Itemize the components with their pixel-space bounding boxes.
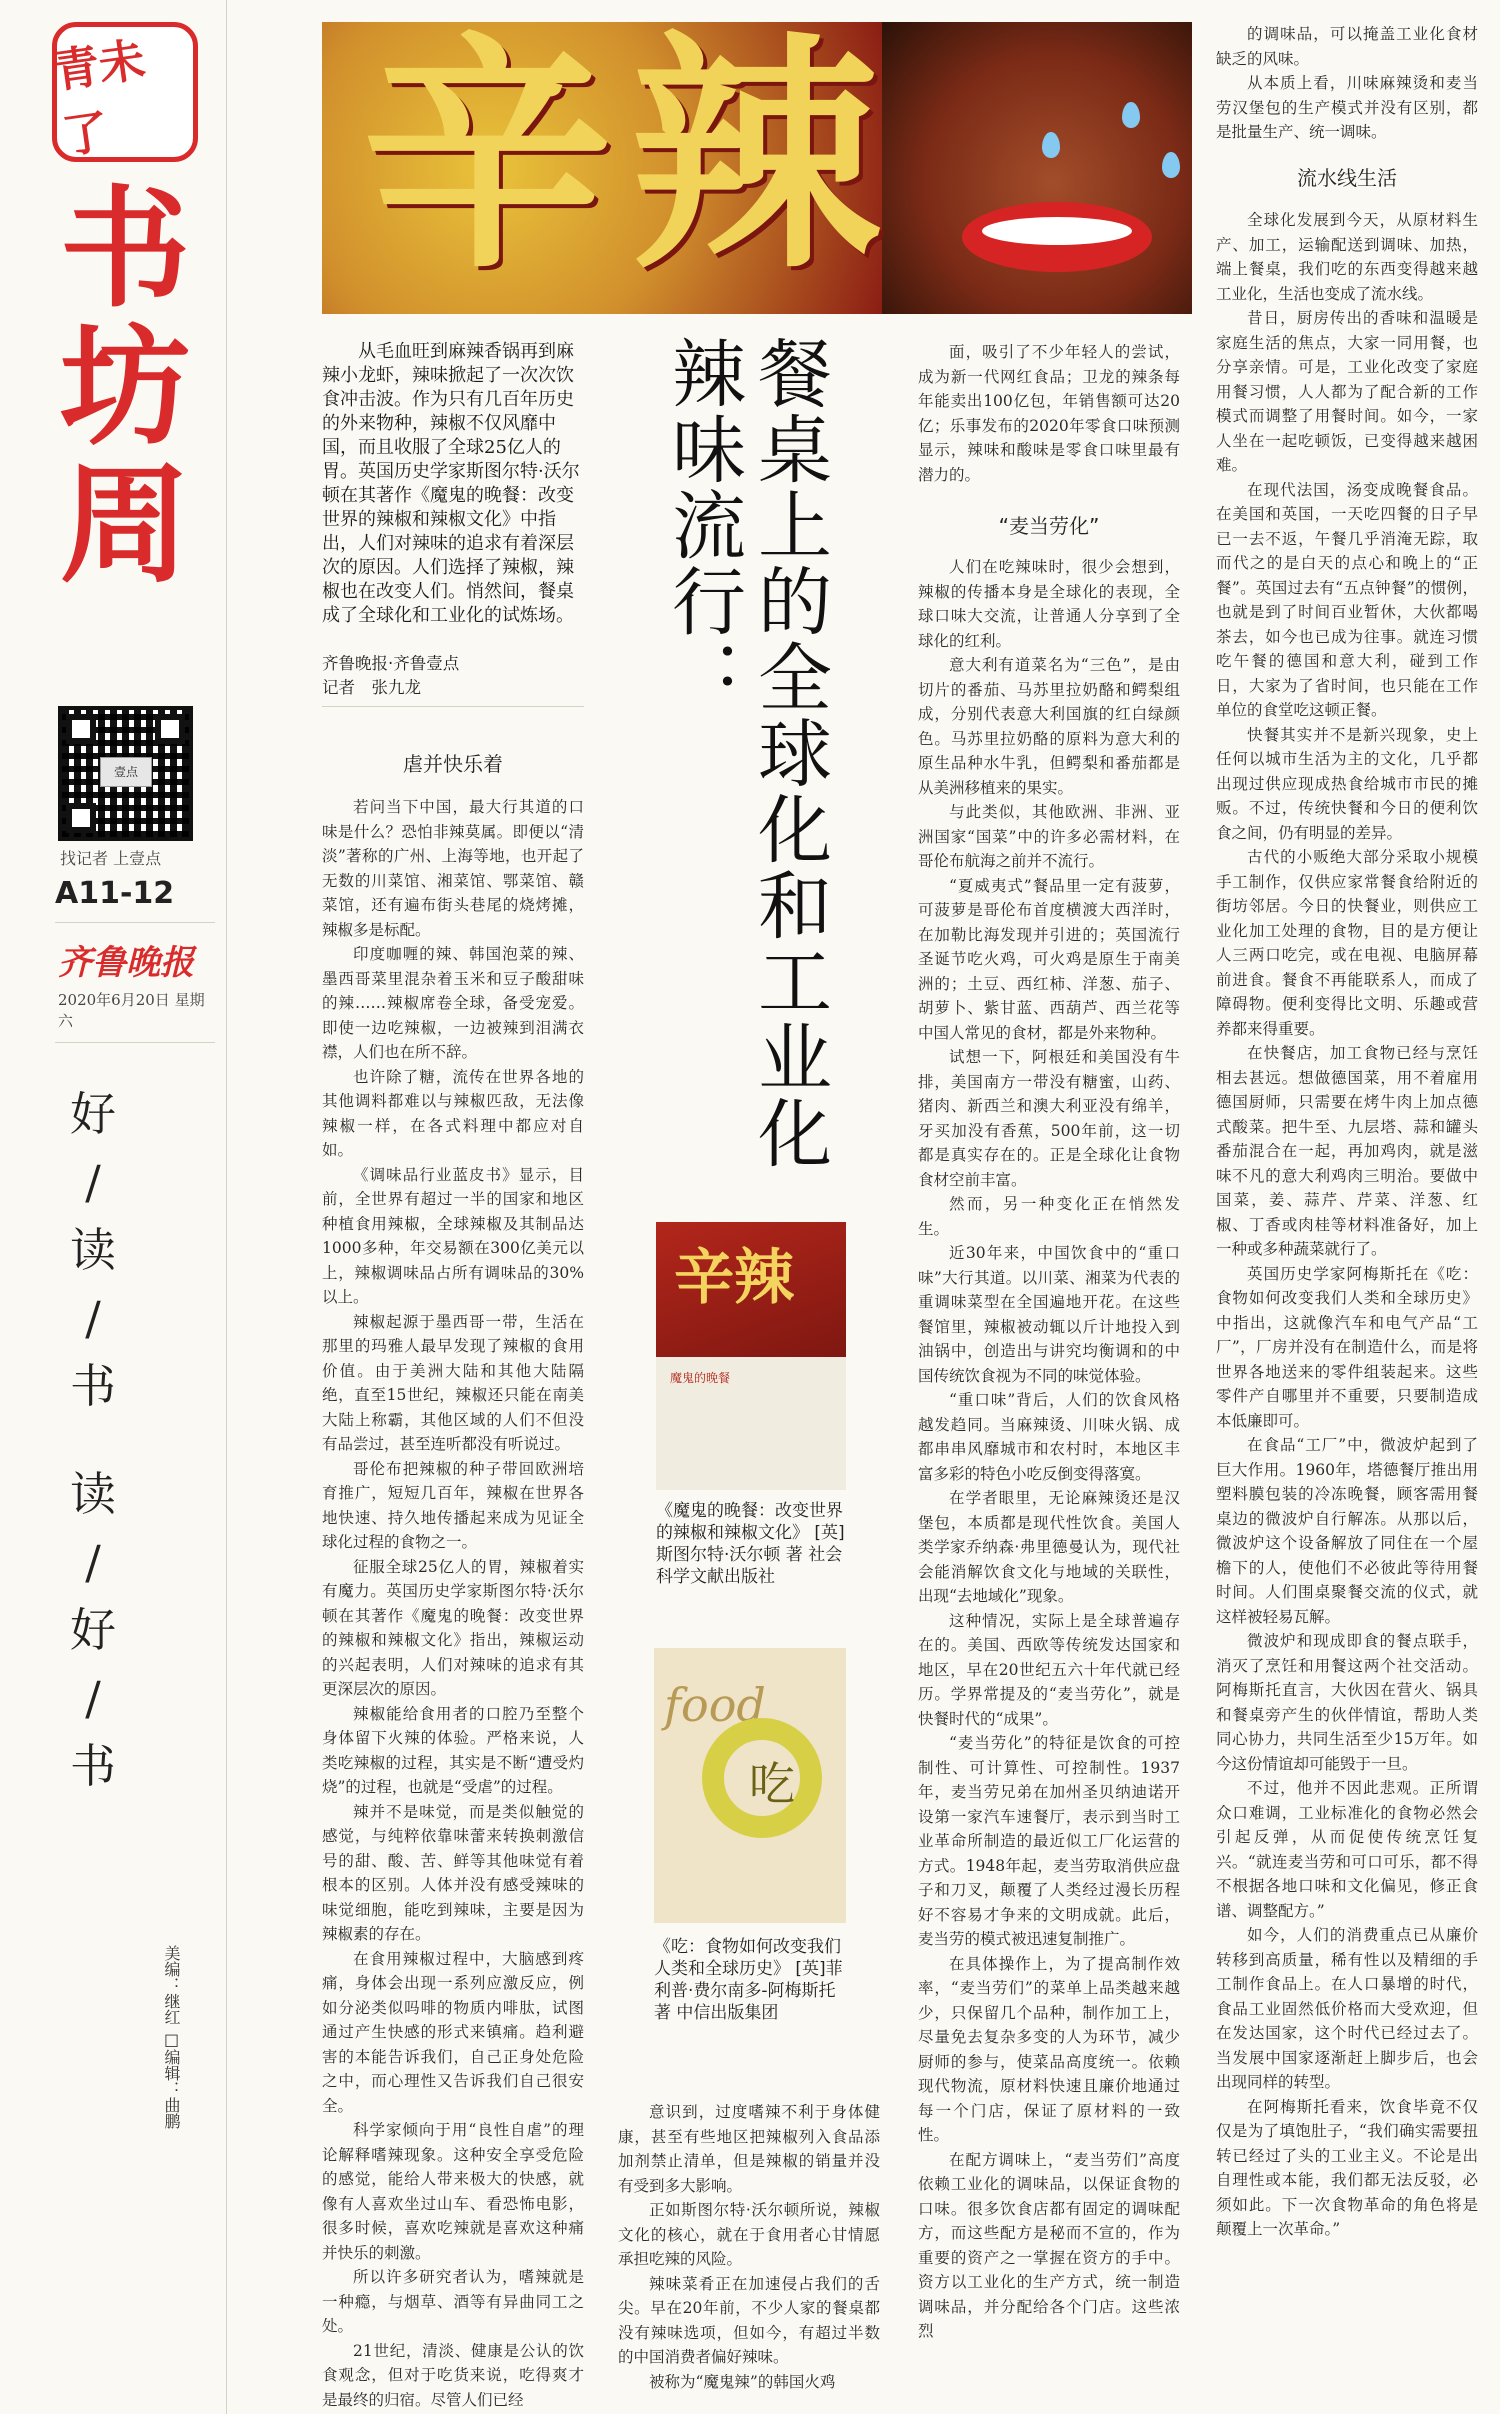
paragraph: 科学家倾向于用“良性自虐”的理论解释嗜辣现象。这种安全享受危险的感觉，能给人带来极大的快感，就像有人喜欢坐过山车、看恐怖电影，很多时候，喜欢吃辣就是喜欢这种痛并快乐的刺激。 [322,2121,584,2262]
slogan: 好 / 读 / 书 读 / 好 / 书 [58,1080,128,1800]
paragraph: 微波炉和现成即食的餐点联手，消灭了烹饪和用餐这两个社交活动。阿梅斯托直言，大伙因在营火、锅具和餐桌旁产生的伙伴情谊，帮助人类同心协力，共同生活至少15万年。如今这份情谊却可能毁于一旦。 [1216,1632,1478,1773]
article-column-3 [918,555,1180,2400]
paragraph: 21世纪，清淡、健康是公认的饮食观念，但对于吃货来说，吃得爽才是最终的归宿。尽管人们已经 [322,2341,584,2409]
paragraph: 辣并不是味觉，而是类似触觉的感觉，与纯粹依靠味蕾来转换刺激信号的甜、酸、苦、鲜等其他味觉有着根本的区别。人体并没有感受辣味的味觉细胞，能吃到辣味，主要是因为辣椒素的存在。 [322,1802,584,1943]
paragraph: 青未了 [49,32,149,164]
paragraph: 面，吸引了不少年轻人的尝试，成为新一代网红食品；卫龙的辣条每年能卖出100亿包，年销售额可达20亿；乐事发布的2020年零食口味预测显示，辣味和酸味是零食口味里最有潜力的。 [918,343,1180,484]
paragraph: 辣椒能给食用者的口腔乃至整个身体留下火辣的体验。严格来说，人类吃辣椒的过程，其实是不断“遭受灼烧”的过程，也就是“受虐”的过程。 [322,1704,584,1796]
paragraph: 从本质上看，川味麻辣烫和麦当劳汉堡包的生产模式并没有区别，都是批量生产、统一调味。 [1216,74,1478,141]
paragraph: 在具体操作上，为了提高制作效率，“麦当劳们”的菜单上品类越来越少，只保留几个品种，制作加工上，尽量免去复杂多变的人为环节，减少厨师的参与，使菜品高度统一。依赖现代物流，原材料快速且廉价地通过每一个门店，保证了原材料的一致性。 [918,1954,1180,2144]
masthead-title-char [45,584,205,722]
paragraph: 这种情况，实际上是全球普遍存在的。美国、西欧等传统发达国家和地区，早在20世纪五六十年代就已经历。学界常提及的“麦当劳化”，就是快餐时代的“成果”。 [918,1611,1180,1728]
logo [49,22,198,164]
section-heading: 虐并快乐着 [403,752,503,776]
paragraph: 魔鬼的晚餐 [670,1371,731,1385]
qr-caption: 找记者 上壹点 [60,849,162,868]
paragraph: 在食用辣椒过程中，大脑感到疼痛，身体会出现一系列应激反应，例如分泌类似吗啡的物质内啡肽，试图通过产生快感的形式来镇痛。趋利避害的本能告诉我们，自己正身处危险之中，而心理性又告诉我们自己很安全。 [322,1949,584,2115]
banner-image [322,11,1192,314]
paragraph: 然而，另一种变化正在悄然发生。 [918,1195,1180,1238]
section-heading: “麦当劳化” [998,514,1100,538]
paragraph: 在阿梅斯托看来，饮食毕竟不仅仅是为了填饱肚子，“我们确实需要扭转已经过了头的工业主义。不论是出自理性或本能，我们都无法反驳，必须如此。下一次食物革命的角色将是颠覆上一次革命。” [1216,2097,1478,2238]
book-cover-1 [656,1222,846,1490]
paragraph: 读 [70,1467,116,1521]
paragraph: food [664,1678,766,1732]
book-caption-1: 《魔鬼的晚餐：改变世界的辣椒和辣椒文化》 [英]斯图尔特·沃尔顿 著 社会科学文献出版社 [656,1501,845,1587]
paragraph: 被称为“魔鬼辣”的韩国火鸡 [649,2372,836,2391]
headline-line2: 辣味流行： [660,335,746,715]
article-column-1 [322,795,584,2409]
paragraph: 意识到，过度嗜辣不利于身体健康，甚至有些地区把辣椒列入食品添加剂禁止清单，但是辣椒的销量并没有受到多大影响。 [618,2103,880,2195]
banner-title: 辛辣 [362,11,898,302]
paragraph: 意大利有道菜名为“三色”，是由切片的番茄、马苏里拉奶酪和鳄梨组成，分别代表意大利国旗的红白绿颜色。马苏里拉奶酪的原料为意大利的原生品种水牛乳，但鳄梨和番茄都是从美洲移植来的果实。 [918,656,1180,797]
paragraph: 辛辣 [674,1243,794,1313]
paragraph: 《调味品行业蓝皮书》显示，目前，全世界有超过一半的国家和地区种植食用辣椒，全球辣椒及其制品达1000多种，年交易额在300亿美元以上，辣椒调味品占所有调味品的30%以上。 [322,1165,584,1306]
paragraph: 从毛血旺到麻辣香锅再到麻辣小龙虾，辣味掀起了一次次饮食冲击波。作为只有几百年历史的外来物种，辣椒不仅风靡中国，而且收服了全球25亿人的胃。英国历史学家斯图尔特·沃尔顿在其著作《魔鬼的晚餐：改变世界的辣椒和辣椒文化》中指出，人们对辣味的追求有着深层次的原因。人们选择了辣椒，辣椒也在改变人们。悄然间，餐桌成了全球化和工业化的试炼场。 [322,341,580,626]
paragraph: 古代的小贩绝大部分采取小规模手工制作，仅供应家常餐食给附近的街坊邻居。今日的快餐业，则供应工业化加工处理的食物，目的是方便让人三两口吃完，或在电视、电脑屏幕前进食。餐食不再能联系人，而成了障碍物。便利变得比文明、乐趣或营养都来得重要。 [1216,848,1478,1038]
paragraph: 与此类似，其他欧洲、非洲、亚洲国家“国菜”中的许多必需材料，在哥伦布航海之前并不流行。 [918,803,1180,870]
paragraph: 人们在吃辣味时，很少会想到，辣椒的传播本身是全球化的表现，全球口味大交流，让普通人分享到了全球化的红利。 [918,558,1180,650]
page-number: A11-12 [55,876,175,911]
paragraph: 不过，他并不因此悲观。正所谓众口难调，工业标准化的食物必然会引起反弹，从而促使传统烹饪复兴。“就连麦当劳和可口可乐，都不得不根据各地口味和文化偏见，修正食谱、调整配方。” [1216,1779,1478,1920]
article-column-4-top [1216,22,1478,145]
paragraph: 英国历史学家阿梅斯托在《吃：食物如何改变我们人类和全球历史》中指出，这就像汽车和电气产品“工厂”，厂房并没有在制造什么，而是将世界各地送来的零件组装起来。这些零件产自哪里并不重要，只要制造成本低廉即可。 [1216,1264,1478,1430]
paragraph: 在现代法国，汤变成晚餐食品。在美国和英国，一天吃四餐的日子早已一去不返，午餐几乎消淹无踪，取而代之的是白天的点心和晚上的“正餐”。英国过去有“五点钟餐”的惯例，也就是到了时间百业暂休，大伙都喝茶去，如今也已成为往事。就连习惯吃午餐的德国和意大利，碰到工作日，大家为了省时间，也只能在工作单位的食堂吃这顿正餐。 [1216,480,1478,719]
paragraph: 哥伦布把辣椒的种子带回欧洲培育推广，短短几百年，辣椒在世界各地快速、持久地传播起来成为见证全球化过程的食物之一。 [322,1459,584,1551]
paragraph: 好 [70,1603,116,1657]
paragraph: 如今，人们的消费重点已从廉价转移到高质量，稀有性以及精细的手工制作食品上。在人口暴增的时代，食品工业固然低价格而大受欢迎，但在发达国家，这个时代已经过去了。当发展中国家逐渐赶上脚步后，也会出现同样的转型。 [1216,1926,1478,2091]
paragraph: 昔日，厨房传出的香味和温暖是家庭生活的焦点，大家一同用餐，也分享亲情。可是，工业化改变了家庭用餐习惯，人人都为了配合新的工作模式而调整了用餐时间。如今，一家人坐在一起吃顿饭，已变得越来越困难。 [1216,309,1478,474]
masthead-title-char: 周 [59,449,190,601]
article-column-3-top [918,340,1180,487]
paragraph: 辣味菜肴正在加速侵占我们的舌尖。早在20年前，不少人家的餐桌都没有辣味选项，但如今，有超过半数的中国消费者偏好辣味。 [618,2274,880,2366]
editors-credit: 美编：继红 □编辑：曲鹏 [162,1945,181,2130]
paragraph: “重口味”背后，人们的饮食风格越发趋同。当麻辣烫、川味火锅、成都串串风靡城市和农村时，本地区丰富多彩的特色小吃反倒变得落寞。 [918,1391,1180,1483]
paragraph: 也许除了糖，流传在世界各地的其他调料都难以与辣椒匹敌，无法像辣椒一样，在各式料理中都应对自如。 [322,1067,584,1159]
paragraph: 在配方调味上，“麦当劳们”高度依赖工业化的调味品，以保证食物的口味。很多饮食店都有固定的调味配方，而这些配方是秘而不宣的，作为重要的资产之一掌握在资方的手中。资方以工业化的生产方式，统一制造调味品，并分配给各个门店。这些浓烈 [918,2150,1180,2340]
paragraph: 读 [70,1223,116,1277]
article-column-2 [618,2100,880,2400]
qr-badge: 壹点 [100,757,152,787]
paragraph: 印度咖喱的辣、韩国泡菜的辣、墨西哥菜里混杂着玉米和豆子酸甜味的辣……辣椒席卷全球，备受宠爱。即使一边吃辣椒，一边被辣到泪满衣襟，人们也在所不辞。 [322,945,584,1061]
paragraph: 书 [70,1739,116,1793]
book-caption-2: 《吃：食物如何改变我们人类和全球历史》 [英]菲利普·费尔南多-阿梅斯托 著 中信出版集团 [654,1937,843,2023]
byline [322,652,584,700]
intro-text [322,340,584,628]
paragraph: 近30年来，中国饮食中的“重口味”大行其道。以川菜、湘菜为代表的重调味菜型在全国遍地开花。在这些餐馆里，辣椒被动辄以斤计地投入到油锅中，创造出与讲究均衡调和的中国传统饮食视为不同的味觉体验。 [918,1244,1180,1385]
paragraph: 好 [70,1087,116,1141]
paragraph: 齐鲁晚报·齐鲁壹点 [322,654,460,673]
paragraph: 在食品“工厂”中，微波炉起到了巨大作用。1960年，塔德餐厅推出用塑料膜包装的冷冻晚餐，顾客需用餐桌边的微波炉自行解冻。从那以后，微波炉这个设备解放了同住在一个屋檐下的人，使他们不必彼此等待用餐时间。人们围桌聚餐交流的仪式，就这样被轻易瓦解。 [1216,1436,1478,1626]
article-column-4 [1216,208,1478,2398]
paragraph: “麦当劳化”的特征是饮食的可控制性、可计算性、可控制性。1937年，麦当劳兄弟在加州圣贝纳迪诺开设第一家汽车速餐厅，表示到当时工业革命所制造的最近似工厂化运营的方式。1948年起，麦当劳取消供应盘子和刀叉，颠覆了人类经过漫长历程好不容易才争来的文明成就。此后，麦当劳的模式被迅速复制推广。 [918,1734,1180,1948]
paragraph: 全球化发展到今天，从原材料生产、加工，运输配送到调味、加热，端上餐桌，我们吃的东西变得越来越工业化，生活也变成了流水线。 [1216,211,1478,303]
paragraph: 试想一下，阿根廷和美国没有牛排，美国南方一带没有糖蜜，山药、猪肉、新西兰和澳大利亚没有绵羊，牙买加没有香蕉，500年前，这一切都是真实存在的。正是全球化让食物食材空前丰富。 [918,1048,1180,1189]
paragraph: 所以许多研究者认为，嗜辣就是一种瘾，与烟草、酒等有异曲同工之处。 [322,2268,584,2335]
section-heading: 流水线生活 [1297,166,1397,190]
masthead-title-char: 坊 [59,311,190,463]
paragraph: 记者 张九龙 [322,678,421,697]
newspaper-name: 齐鲁晚报 [58,943,194,983]
issue-date: 2020年6月20日 星期六 [58,991,205,1030]
paragraph: “夏威夷式”餐品里一定有菠萝，可菠萝是哥伦布首度横渡大西洋时，在加勒比海发现并引进的；英国流行圣诞节吃火鸡，可火鸡是原生于南美洲的；土豆、西红柿、洋葱、茄子、胡萝卜、紫甘蓝、西葫芦、西兰花等中国人常见的食材，都是外来物种。 [918,876,1180,1042]
masthead-title-char: 书 [59,173,190,325]
headline [650,335,830,1215]
headline-line1: 餐桌上的全球化和工业化 [746,335,832,1171]
paragraph: 快餐其实并不是新兴现象，史上任何以城市生活为主的文化，几乎都出现过供应现成热食给城市市民的摊贩。不过，传统快餐和今日的便利饮食之间，仍有明显的差异。 [1216,725,1478,842]
paragraph: 的调味品，可以掩盖工业化食材缺乏的风味。 [1216,25,1478,68]
paragraph: 在快餐店，加工食物已经与烹饪相去甚远。想做德国菜，用不着雇用德国厨师，只需要在烤牛肉上加点德式酸菜。把牛至、九层塔、蒜和罐头番茄混合在一起，再加鸡肉，就是滋味不凡的意大利鸡肉三明治。要做中国菜，姜、蒜芹、芹菜、洋葱、红椒、丁香或肉桂等材料准备好，加上一种或多种蔬菜就行了。 [1216,1044,1478,1258]
paragraph: 正如斯图尔特·沃尔顿所说，辣椒文化的核心，就在于食用者心甘情愿承担吃辣的风险。 [618,2201,880,2268]
paragraph: 吃 [749,1757,795,1811]
paragraph: 若问当下中国，最大行其道的口味是什么？恐怕非辣莫属。即便以“清淡”著称的广州、上海等地，也开起了无数的川菜馆、湘菜馆、鄂菜馆、赣菜馆，还有遍布街头巷尾的烧烤摊，辣椒多是标配。 [322,798,584,939]
paragraph: 征服全球25亿人的胃，辣椒着实有魔力。英国历史学家斯图尔特·沃尔顿在其著作《魔鬼的晚餐：改变世界的辣椒和辣椒文化》指出，辣椒运动的兴起表明，人们对辣味的追求有其更深层次的原因。 [322,1557,584,1698]
paragraph: 书 [70,1359,116,1413]
book-cover-2 [654,1648,846,1923]
paragraph: 辣椒起源于墨西哥一带，生活在那里的玛雅人最早发现了辣椒的食用价值。由于美洲大陆和其他大陆隔绝，直至15世纪，辣椒还只能在南美大陆上称霸，其他区域的人们不但没有品尝过，甚至连听都没有听说过。 [322,1312,584,1453]
paragraph: 在学者眼里，无论麻辣烫还是汉堡包，本质都是现代性饮食。美国人类学家乔纳森·弗里德曼认为，现代社会能消解饮食文化与地域的关联性，出现“去地域化”现象。 [918,1489,1180,1605]
